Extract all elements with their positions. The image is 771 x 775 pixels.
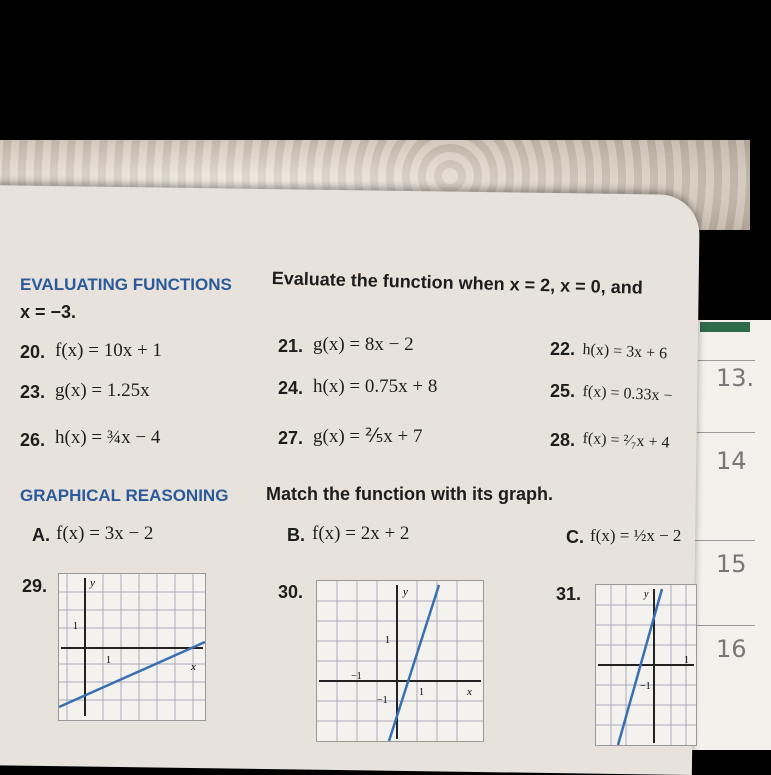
problem-number: 25. <box>550 381 576 401</box>
problem-number: 31. <box>556 584 582 604</box>
x-tick-label: 1 <box>106 655 111 666</box>
x-tick-label: 1 <box>684 655 689 666</box>
problem-equation: h(x) = 3x + 6 <box>582 341 668 363</box>
handwritten-note: 15 <box>716 550 747 578</box>
y-tick-label: 1 <box>73 621 78 632</box>
option-label: A. <box>32 525 50 545</box>
handwritten-note: 13. <box>716 364 755 392</box>
problem-equation: g(x) = 8x − 2 <box>313 334 414 355</box>
option-label: C. <box>566 527 584 547</box>
graph-30 <box>316 580 484 742</box>
y-axis-label: y <box>90 577 95 589</box>
neg-y-tick-label: −1 <box>640 681 651 692</box>
problem-number: 29. <box>22 576 48 596</box>
problem-number: 21. <box>278 336 304 356</box>
x-axis-label: x <box>191 661 196 673</box>
y-axis-label: y <box>403 586 408 598</box>
instruction-text: Evaluate the function when x = 2, x = 0, and <box>271 268 643 298</box>
problem-number: 27. <box>278 428 304 448</box>
graph-29 <box>58 573 206 721</box>
handwritten-note: 16 <box>716 635 747 663</box>
y-axis-label: y <box>644 589 649 600</box>
option-equation: f(x) = ½x − 2 <box>590 526 682 545</box>
section-heading: GRAPHICAL REASONING <box>20 486 229 505</box>
problem-number: 24. <box>278 378 304 398</box>
problem-equation: f(x) = 10x + 1 <box>55 340 162 361</box>
instruction-text-cont: x = −3. <box>20 302 77 322</box>
problem-equation: h(x) = 0.75x + 8 <box>313 376 438 397</box>
problem-number: 28. <box>550 430 576 450</box>
problem-equation: f(x) = ²⁄₇x + 4 <box>582 430 670 452</box>
problem-equation: f(x) = 0.33x − <box>582 383 673 405</box>
problem-equation: h(x) = ¾x − 4 <box>55 427 161 448</box>
problem-number: 20. <box>20 342 46 362</box>
option-label: B. <box>287 525 305 545</box>
option-equation: f(x) = 3x − 2 <box>56 523 154 544</box>
neg-x-tick-label: −1 <box>351 671 362 682</box>
instruction-text: Match the function with its graph. <box>266 484 553 504</box>
problem-number: 30. <box>278 582 304 602</box>
y-tick-label: 1 <box>385 635 390 646</box>
option-equation: f(x) = 2x + 2 <box>312 523 410 544</box>
problem-equation: g(x) = ⅖x + 7 <box>313 426 423 447</box>
problem-number: 26. <box>20 430 46 450</box>
problem-number: 22. <box>550 339 576 359</box>
neg-y-tick-label: −1 <box>377 695 388 706</box>
problem-equation: g(x) = 1.25x <box>55 380 150 401</box>
x-tick-label: 1 <box>419 687 424 698</box>
section-heading: EVALUATING FUNCTIONS <box>20 275 232 294</box>
x-axis-label: x <box>467 686 472 698</box>
graph-31 <box>595 584 697 746</box>
problem-number: 23. <box>20 382 46 402</box>
handwritten-note: 14 <box>716 447 747 475</box>
